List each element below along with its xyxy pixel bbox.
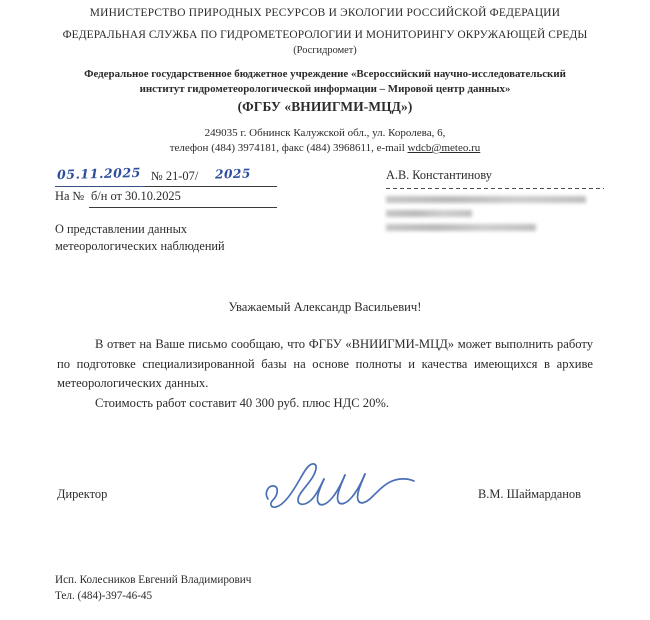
organization-abbreviation: (ФГБУ «ВНИИГМИ-МЦД»): [237, 99, 413, 114]
greeting: Уважаемый Александр Васильевич!: [228, 300, 422, 314]
redacted-line-1: [386, 196, 586, 203]
outgoing-date-handwritten: 05.11.2025: [56, 164, 142, 183]
incoming-reference-label: На №: [55, 189, 85, 203]
outgoing-date-rule: [55, 186, 145, 187]
recipient-separator-dashed-line: [386, 188, 604, 189]
meta-row: [0, 164, 650, 259]
signer-position: Директор: [57, 487, 108, 501]
recipient-address-redacted: [386, 196, 626, 231]
organization-line-2: институт гидрометеорологической информации – Мировой центр данных»: [139, 82, 511, 95]
header-service-short: (Росгидромет): [293, 45, 357, 56]
letter-body: [0, 335, 650, 413]
recipient-name: А.В. Константинову: [386, 168, 492, 182]
document-header: [0, 7, 650, 56]
body-paragraph-2: Стоимость работ составит 40 300 руб. плюс НДС 20%.: [95, 395, 390, 410]
reference-block: [55, 164, 355, 208]
phone-fax-email-line: [0, 141, 650, 156]
outgoing-reference-row: [55, 164, 355, 187]
executor-name: Исп. Колесников Евгений Владимирович: [55, 574, 252, 586]
incoming-reference-rule: [89, 207, 277, 208]
redacted-line-3: [386, 224, 536, 231]
email-link[interactable]: wdcb@meteo.ru: [407, 142, 481, 154]
header-ministry: МИНИСТЕРСТВО ПРИРОДНЫХ РЕСУРСОВ И ЭКОЛОГИИ РОССИЙСКОЙ ФЕДЕРАЦИИ: [89, 7, 561, 19]
incoming-reference-value: б/н от 30.10.2025: [91, 189, 181, 203]
incoming-reference-row: [55, 188, 355, 208]
outgoing-number-label: № 21-07/: [151, 169, 199, 183]
header-federal-service: ФЕДЕРАЛЬНАЯ СЛУЖБА ПО ГИДРОМЕТЕОРОЛОГИИ И МОНИТОРИНГУ ОКРУЖАЮЩЕЙ СРЕДЫ: [62, 29, 588, 41]
subject-line-2: метеорологических наблюдений: [55, 238, 225, 253]
organization-line-1: Федеральное государственное бюджетное учреждение «Всероссийский научно-исследовательский: [84, 68, 566, 80]
executor-block: [55, 572, 251, 604]
recipient-block: [386, 167, 626, 238]
executor-phone: Тел. (484)-397-46-45: [55, 590, 153, 602]
body-paragraph-1: В ответ на Ваше письмо сообщаю, что ФГБУ «ВНИИГМИ-МЦД» может выполнить работу по подготовке специализированной базы на основе полноты и качества имеющихся в архиве метеорологических данных.: [57, 337, 593, 390]
handwritten-signature-icon: [262, 455, 422, 519]
document-page: [0, 7, 650, 620]
phone-fax-text: телефон (484) 3974181, факс (484) 3968611, e-mail: [169, 142, 408, 154]
contacts-block: [0, 126, 650, 156]
outgoing-number-year-handwritten: 2025: [214, 166, 252, 182]
signature-row: [0, 477, 650, 517]
signer-name: В.М. Шаймарданов: [478, 487, 581, 501]
redacted-line-2: [386, 210, 472, 217]
subject-line-1: О представлении данных: [55, 222, 188, 236]
organization-block: [0, 67, 650, 115]
postal-address: 249035 г. Обнинск Калужской обл., ул. Королева, 6,: [204, 127, 446, 139]
